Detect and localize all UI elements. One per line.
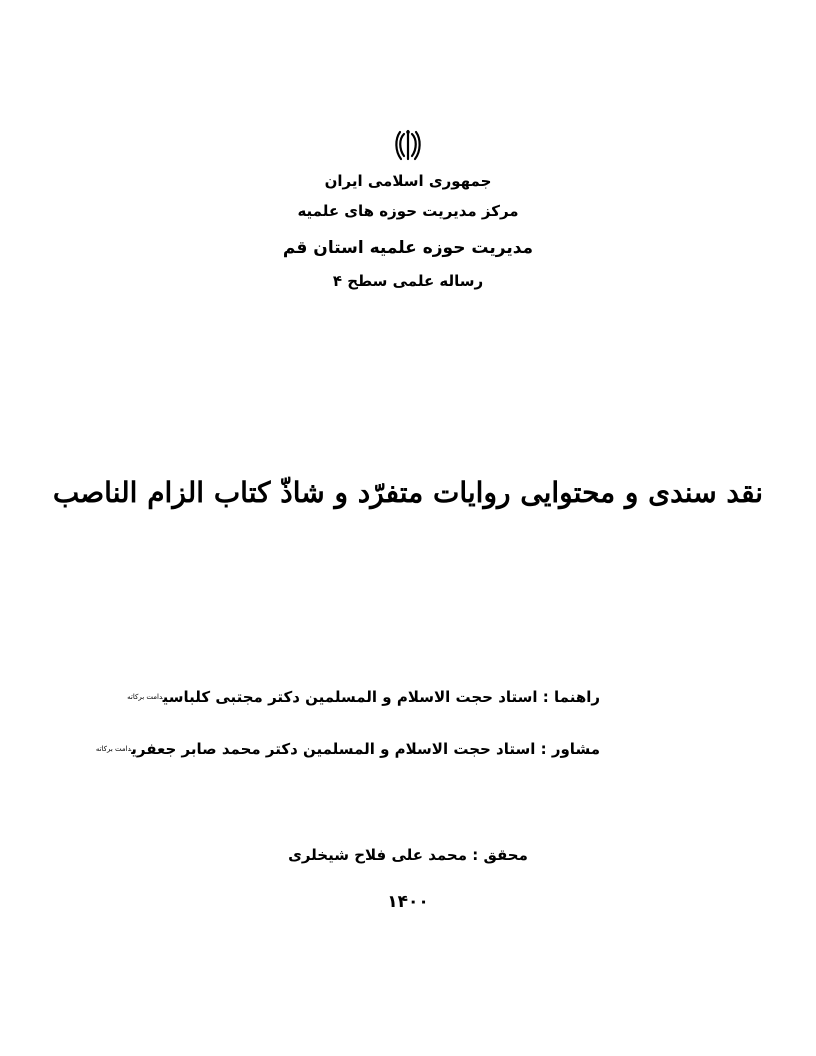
thesis-level: رساله علمی سطح ۴ <box>332 272 484 290</box>
iran-emblem-icon <box>395 128 421 162</box>
consultant-line <box>96 740 600 758</box>
department-name: مدیریت حوزه علمیه استان قم <box>282 238 534 258</box>
country-name: جمهوری اسلامی ایران <box>324 172 492 190</box>
organization-name: مرکز مدیریت حوزه های علمیه <box>297 202 519 220</box>
consultant-name: مشاور : استاد حجت الاسلام و المسلمین دکتر محمد صابر جعفری <box>131 740 600 758</box>
researcher-name: محقق : محمد علی فلاح شیخلری <box>288 846 528 864</box>
advisor-honorific: دامت برکاته <box>127 693 163 701</box>
advisor-name: راهنما : استاد حجت الاسلام و المسلمین دکتر مجتبی کلباسی <box>162 688 600 706</box>
thesis-title: نقد سندی و محتوایی روایات متفرّد و شاذّ کتاب الزام الناصب <box>52 476 764 509</box>
year: ۱۴۰۰ <box>387 892 429 912</box>
consultant-honorific: دامت برکاته <box>95 745 132 753</box>
advisor-line <box>127 688 600 706</box>
